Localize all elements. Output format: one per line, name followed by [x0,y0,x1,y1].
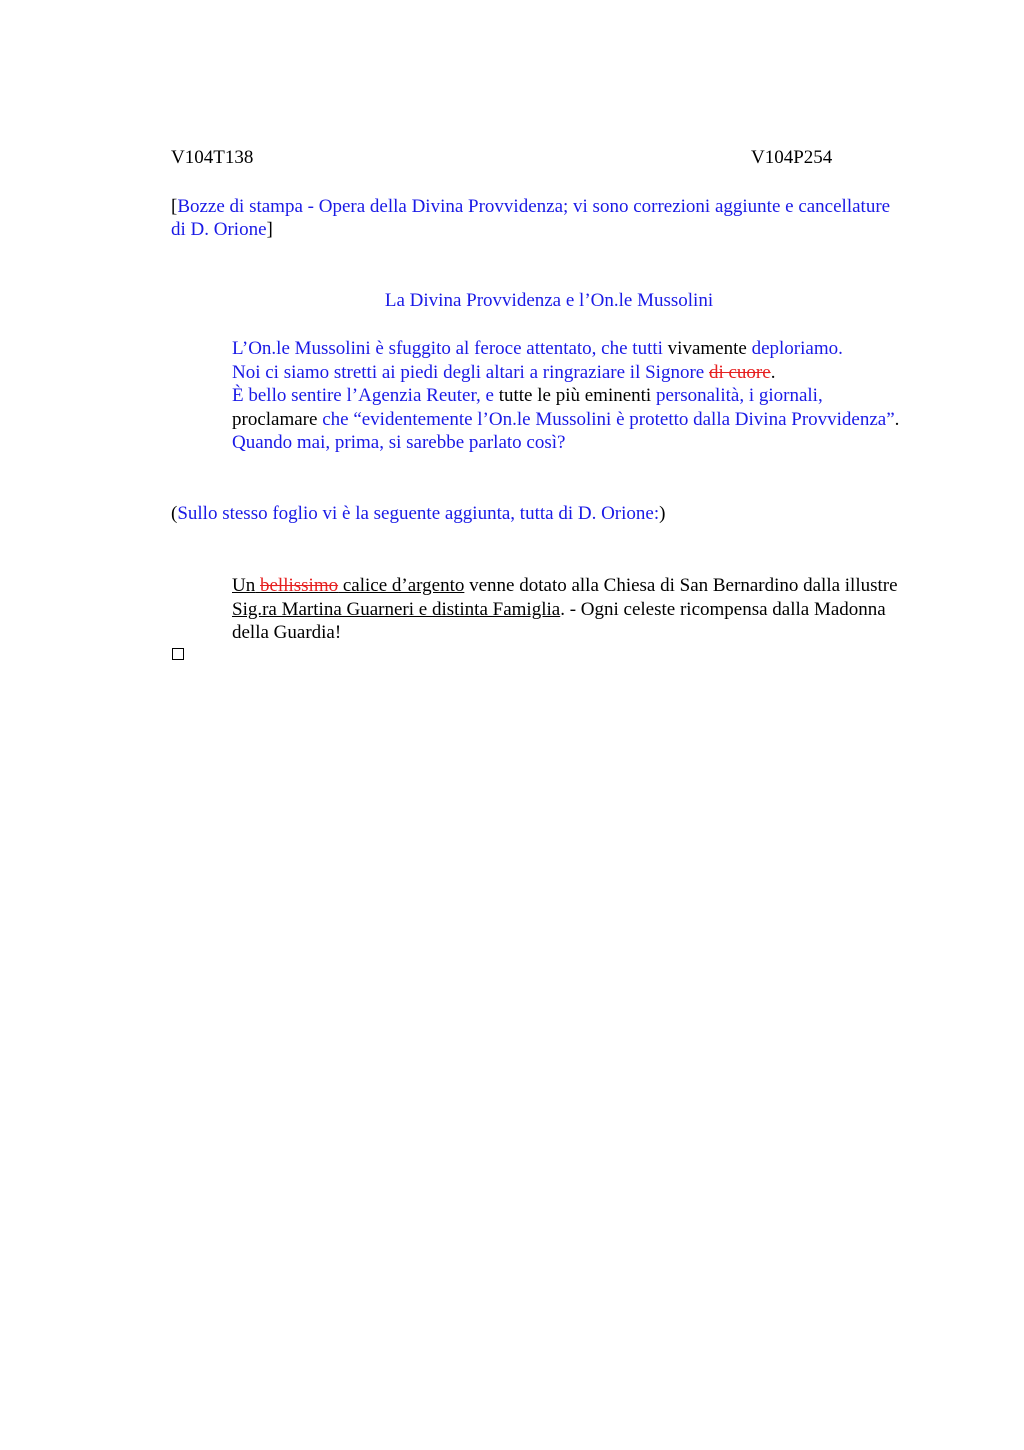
addition-body [171,574,901,645]
editor-note-text: Bozze di stampa - Opera della Divina Provvidenza; vi sono correzioni aggiunte e cancellature di D. Orione [171,196,891,240]
addition-deleted-text: bellissimo [259,575,339,596]
editor-note [171,195,901,241]
paragraph-4: Quando mai, prima, si sarebbe parlato così? [232,432,566,454]
p3-text-e: che “evidentemente l’On.le Mussolini è protetto dalla Divina Provvidenza” [322,408,895,430]
addition-word-un: Un [232,575,256,596]
p2-text-a: Noi ci siamo stretti ai piedi degli altari a ringraziare il Signore [232,361,709,383]
p2-deleted-text: di cuore [708,361,771,383]
document-code-left: V104T138 [171,147,254,168]
addition-text-b: calice d’argento [338,575,465,596]
addition-text-c: venne dotato alla Chiesa di San Bernardino dalla illustre [464,575,898,596]
paragraph-1 [171,337,911,361]
addition-text-e: . - Ogni celeste ricompensa dalla Madonna della Guardia! [232,598,886,644]
p2-end: . [770,361,776,383]
addition-paragraph [171,574,901,645]
paragraph-3 [171,384,911,431]
bracket-close: ] [266,219,273,240]
aside-text: Sullo stesso foglio vi è la seguente aggiunta, tutta di D. Orione: [177,503,660,524]
p3-end: . [894,408,900,430]
end-marker-box [172,648,184,660]
paragraph-2 [171,361,911,385]
addition-text-a [232,575,464,596]
article-body [171,337,911,455]
p3-text-b: tutte le più eminenti [493,385,656,407]
bracket-open: [ [171,196,178,217]
paren-close: ) [659,503,666,524]
page-code-right: V104P254 [751,147,833,168]
p3-text-a: È bello sentire l’Agenzia Reuter, e [232,385,494,407]
addition-text-d: Sig.ra Martina Guarneri e distinta Famiglia [232,598,561,620]
p3-text-d: proclamare [232,408,323,430]
p1-text-c: deploriamo. [746,338,843,359]
p1-text-a: L’On.le Mussolini è sfuggito al feroce attentato, che tutti [232,338,668,359]
p1-text-b: vivamente [667,338,747,359]
paren-open: ( [171,503,178,524]
article-title: La Divina Provvidenza e l’On.le Mussolini [384,290,714,311]
aside-note [171,503,665,525]
p3-text-c: personalità, i giornali, [655,385,823,407]
